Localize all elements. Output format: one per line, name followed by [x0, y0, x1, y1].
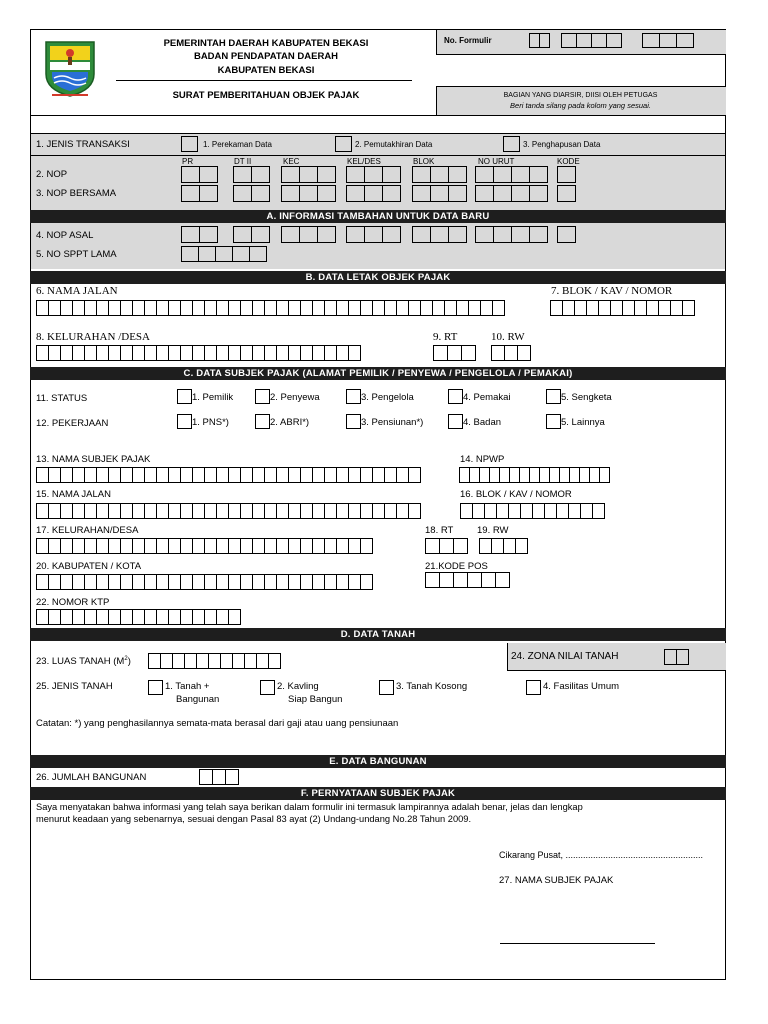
- input-box[interactable]: [425, 538, 440, 554]
- pekerjaan-option-3: 3. Pensiunan*): [361, 417, 424, 428]
- statement-line-2: menurut keadaan yang sebenarnya, sesuai dengan Pasal 83 ayat (2) Undang-undang No.28 Tahun 2009.: [36, 814, 472, 824]
- input-box[interactable]: [412, 226, 431, 243]
- kode-pos-label: 21.KODE POS: [425, 561, 488, 572]
- input-box[interactable]: [408, 467, 421, 483]
- input-box[interactable]: [529, 166, 548, 183]
- c-nama-jalan-input[interactable]: [36, 503, 420, 519]
- pekerjaan-option-3-checkbox[interactable]: [346, 414, 361, 429]
- form-number-boxes-3[interactable]: [642, 33, 693, 48]
- signature-line[interactable]: [500, 943, 655, 944]
- input-box[interactable]: [360, 538, 373, 554]
- jenis-tanah-option-2-checkbox[interactable]: [260, 680, 275, 695]
- input-box[interactable]: [268, 653, 281, 669]
- form-number-label: No. Formulir: [444, 36, 492, 45]
- b-nama-jalan-label: 6. NAMA JALAN: [36, 285, 118, 297]
- form-title: SURAT PEMBERITAHUAN OBJEK PAJAK: [172, 90, 360, 101]
- input-box[interactable]: [475, 185, 494, 202]
- input-box[interactable]: [364, 226, 383, 243]
- header-divider: [116, 80, 412, 81]
- c-nama-jalan-label: 15. NAMA JALAN: [36, 489, 111, 500]
- ktp-input[interactable]: [36, 609, 240, 625]
- input-box[interactable]: [475, 166, 494, 183]
- jenis-tanah-option-1-checkbox[interactable]: [148, 680, 163, 695]
- input-box[interactable]: [299, 185, 318, 202]
- signature-place: Cikarang Pusat, .......................................................: [499, 850, 704, 860]
- input-box[interactable]: [382, 166, 401, 183]
- pekerjaan-option-5-checkbox[interactable]: [546, 414, 561, 429]
- nop-col-nourut: NO URUT: [478, 157, 515, 166]
- gov-line-1: PEMERINTAH DAERAH KABUPATEN BEKASI: [163, 38, 369, 49]
- input-box[interactable]: [493, 226, 512, 243]
- transaction-option-1-checkbox[interactable]: [181, 136, 198, 152]
- input-box[interactable]: [475, 226, 494, 243]
- input-box[interactable]: [495, 572, 510, 588]
- section-b-title: B. DATA LETAK OBJEK PAJAK: [30, 271, 726, 284]
- transaction-option-2: 2. Pemutakhiran Data: [355, 140, 433, 149]
- input-box[interactable]: [299, 226, 318, 243]
- kode-pos-input[interactable]: [425, 572, 509, 588]
- input-box[interactable]: [181, 185, 200, 202]
- input-box[interactable]: [439, 538, 454, 554]
- input-box[interactable]: [181, 166, 200, 183]
- transaction-label: 1. JENIS TRANSAKSI: [36, 139, 130, 150]
- officer-note-line-1: BAGIAN YANG DIARSIR, DIISI OLEH PETUGAS: [503, 92, 658, 99]
- b-rw-label: 10. RW: [491, 331, 525, 343]
- nama-subjek-label: 13. NAMA SUBJEK PAJAK: [36, 454, 151, 465]
- c-rt-label: 18. RT: [425, 525, 454, 536]
- form-number-boxes-2[interactable]: [561, 33, 621, 48]
- transaction-option-3: 3. Penghapusan Data: [523, 140, 601, 149]
- nop-bersama-label: 3. NOP BERSAMA: [36, 188, 117, 199]
- section-a-title: A. INFORMASI TAMBAHAN UNTUK DATA BARU: [30, 210, 726, 223]
- input-box[interactable]: [251, 226, 270, 243]
- npwp-input[interactable]: [459, 467, 609, 483]
- b-rt-label: 9. RT: [433, 331, 458, 343]
- b-kelurahan-input[interactable]: [36, 345, 360, 361]
- input-box[interactable]: [382, 226, 401, 243]
- c-rw-input[interactable]: [479, 538, 527, 554]
- input-box[interactable]: [467, 572, 482, 588]
- input-box[interactable]: [433, 345, 448, 361]
- status-label: 11. STATUS: [36, 393, 88, 404]
- input-box[interactable]: [425, 572, 440, 588]
- regency-logo: [42, 38, 98, 98]
- b-nama-jalan-input[interactable]: [36, 300, 504, 316]
- transaction-option-2-checkbox[interactable]: [335, 136, 352, 152]
- b-rw-input[interactable]: [491, 345, 530, 361]
- input-box[interactable]: [199, 185, 218, 202]
- input-box[interactable]: [346, 185, 365, 202]
- status-option-3-checkbox[interactable]: [346, 389, 361, 404]
- luas-tanah-input[interactable]: [148, 653, 280, 669]
- input-box[interactable]: [529, 226, 548, 243]
- jenis-tanah-option-4: 4. Fasilitas Umum: [543, 681, 620, 692]
- c-kelurahan-input[interactable]: [36, 538, 372, 554]
- input-box[interactable]: [448, 166, 467, 183]
- input-box[interactable]: [199, 166, 218, 183]
- input-box[interactable]: [364, 185, 383, 202]
- status-option-2: 2. Penyewa: [270, 392, 320, 403]
- pekerjaan-option-4: 4. Badan: [463, 417, 502, 428]
- sppt-lama-label: 5. NO SPPT LAMA: [36, 249, 117, 260]
- catatan-note: Catatan: *) yang penghasilannya semata-mata berasal dari gaji atau uang pensiunaan: [36, 718, 399, 729]
- nama-subjek-input[interactable]: [36, 467, 420, 483]
- pekerjaan-label: 12. PEKERJAAN: [36, 418, 109, 429]
- zona-label: 24. ZONA NILAI TANAH: [511, 651, 619, 662]
- input-box[interactable]: [515, 538, 528, 554]
- input-box[interactable]: [461, 345, 476, 361]
- input-box[interactable]: [557, 185, 576, 202]
- jumlah-bangunan-label: 26. JUMLAH BANGUNAN: [36, 772, 147, 783]
- statement-line-1: Saya menyatakan bahwa informasi yang telah saya berikan dalam formulir ini termasuk lampirannya adalah benar, jelas dan lengkap: [36, 802, 583, 812]
- input-box[interactable]: [448, 226, 467, 243]
- transaction-option-1: 1. Perekaman Data: [203, 140, 272, 149]
- input-box[interactable]: [281, 226, 300, 243]
- jenis-tanah-option-4-checkbox[interactable]: [526, 680, 541, 695]
- kabupaten-input[interactable]: [36, 574, 372, 590]
- c-blok-label: 16. BLOK / KAV / NOMOR: [460, 489, 572, 500]
- input-box[interactable]: [251, 185, 270, 202]
- pekerjaan-option-1-checkbox[interactable]: [177, 414, 192, 429]
- input-box[interactable]: [382, 185, 401, 202]
- zona-input[interactable]: [664, 649, 688, 665]
- luas-label: 23. LUAS TANAH $(M^2)$: [36, 656, 131, 668]
- status-option-4: 4. Pemakai: [463, 392, 511, 403]
- b-blok-label: 7. BLOK / KAV / NOMOR: [551, 285, 673, 297]
- pekerjaan-option-5: 5. Lainnya: [561, 417, 605, 428]
- input-box[interactable]: [493, 185, 512, 202]
- status-option-1: 1. Pemilik: [192, 392, 234, 403]
- nop-col-blok: BLOK: [413, 157, 435, 166]
- input-box[interactable]: [233, 226, 252, 243]
- input-box[interactable]: [412, 185, 431, 202]
- input-box[interactable]: [251, 166, 270, 183]
- npwp-label: 14. NPWP: [460, 454, 505, 465]
- nop-col-kode: KODE: [557, 157, 580, 166]
- c-rw-label: 19. RW: [477, 525, 509, 536]
- input-box[interactable]: [317, 226, 336, 243]
- section-d-title: D. DATA TANAH: [30, 628, 726, 641]
- form-number-boxes-1[interactable]: [529, 33, 549, 48]
- status-option-5: 5. Sengketa: [561, 392, 612, 403]
- input-box[interactable]: [511, 185, 530, 202]
- input-box[interactable]: [346, 166, 365, 183]
- c-kelurahan-label: 17. KELURAHAN/DESA: [36, 525, 139, 536]
- b-blok-input[interactable]: [550, 300, 694, 316]
- ktp-label: 22. NOMOR KTP: [36, 597, 110, 608]
- nop-col-dt2: DT II: [234, 157, 252, 166]
- input-box[interactable]: [504, 345, 518, 361]
- input-box[interactable]: [492, 300, 505, 316]
- b-kelurahan-label: 8. KELURAHAN /DESA: [36, 331, 150, 343]
- input-box[interactable]: [491, 345, 505, 361]
- section-f-title: F. PERNYATAAN SUBJEK PAJAK: [30, 787, 726, 800]
- gov-line-2: BADAN PENDAPATAN DAERAH: [193, 51, 339, 62]
- pekerjaan-option-2: 2. ABRI*): [270, 417, 310, 428]
- section-e-title: E. DATA BANGUNAN: [30, 755, 726, 768]
- input-box[interactable]: [430, 185, 449, 202]
- nop-col-keldes: KEL/DES: [347, 157, 381, 166]
- input-box[interactable]: [511, 226, 530, 243]
- officer-note-line-2: Beri tanda silang pada kolom yang sesuai.: [510, 101, 651, 110]
- nop-col-kec: KEC: [283, 157, 300, 166]
- input-box[interactable]: [317, 185, 336, 202]
- subject-name-label: 27. NAMA SUBJEK PAJAK: [499, 875, 614, 886]
- pekerjaan-option-4-checkbox[interactable]: [448, 414, 463, 429]
- input-box[interactable]: [430, 226, 449, 243]
- input-box[interactable]: [511, 166, 530, 183]
- input-box[interactable]: [346, 226, 365, 243]
- c-blok-input[interactable]: [460, 503, 604, 519]
- input-box[interactable]: [299, 166, 318, 183]
- transaction-option-3-checkbox[interactable]: [503, 136, 520, 152]
- input-box[interactable]: [281, 166, 300, 183]
- input-box[interactable]: [228, 609, 241, 625]
- input-box[interactable]: [412, 166, 431, 183]
- kabupaten-label: 20. KABUPATEN / KOTA: [36, 561, 142, 572]
- input-box[interactable]: [233, 166, 252, 183]
- input-box[interactable]: [557, 166, 576, 183]
- input-box[interactable]: [233, 185, 252, 202]
- input-box[interactable]: [529, 185, 548, 202]
- input-box[interactable]: [181, 226, 200, 243]
- status-option-1-checkbox[interactable]: [177, 389, 192, 404]
- nop-col-pr: PR: [182, 157, 194, 166]
- status-option-3: 3. Pengelola: [361, 392, 414, 403]
- input-box[interactable]: [599, 467, 610, 483]
- header-bottom-line: [30, 115, 726, 116]
- pekerjaan-option-2-checkbox[interactable]: [255, 414, 270, 429]
- nop-asal-label: 4. NOP ASAL: [36, 230, 94, 241]
- input-box[interactable]: [453, 572, 468, 588]
- input-box[interactable]: [281, 185, 300, 202]
- pekerjaan-option-1: 1. PNS*): [192, 417, 229, 428]
- c-rt-input[interactable]: [425, 538, 467, 554]
- input-box[interactable]: [408, 503, 421, 519]
- sppt-lama-boxes[interactable]: [181, 246, 266, 262]
- input-box[interactable]: [493, 166, 512, 183]
- jumlah-bangunan-input[interactable]: [199, 769, 238, 785]
- input-box[interactable]: [592, 503, 605, 519]
- jenis-tanah-option-3: 3. Tanah Kosong: [396, 681, 468, 692]
- jenis-tanah-option-3-checkbox[interactable]: [379, 680, 394, 695]
- input-box[interactable]: [360, 574, 373, 590]
- input-box[interactable]: [348, 345, 361, 361]
- input-box[interactable]: [364, 166, 383, 183]
- input-box[interactable]: [481, 572, 496, 588]
- jenis-tanah-option-1: 1. Tanah + Bangunan: [165, 681, 220, 705]
- jenis-tanah-option-2: 2. Kavling Siap Bangun: [277, 681, 343, 705]
- status-option-4-checkbox[interactable]: [448, 389, 463, 404]
- nop-label: 2. NOP: [36, 169, 68, 180]
- section-c-title: C. DATA SUBJEK PAJAK (ALAMAT PEMILIK / PENYEWA / PENGELOLA / PEMAKAI): [30, 367, 726, 380]
- input-box[interactable]: [448, 185, 467, 202]
- status-option-5-checkbox[interactable]: [546, 389, 561, 404]
- input-box[interactable]: [682, 300, 695, 316]
- input-box[interactable]: [447, 345, 462, 361]
- jenis-tanah-label: 25. JENIS TANAH: [36, 681, 113, 692]
- input-box[interactable]: [317, 166, 336, 183]
- input-box[interactable]: [517, 345, 531, 361]
- input-box[interactable]: [453, 538, 468, 554]
- b-rt-input[interactable]: [433, 345, 475, 361]
- input-box[interactable]: [199, 226, 218, 243]
- status-option-2-checkbox[interactable]: [255, 389, 270, 404]
- input-box[interactable]: [430, 166, 449, 183]
- input-box[interactable]: [557, 226, 576, 243]
- input-box[interactable]: [439, 572, 454, 588]
- gov-line-3: KABUPATEN BEKASI: [217, 65, 315, 76]
